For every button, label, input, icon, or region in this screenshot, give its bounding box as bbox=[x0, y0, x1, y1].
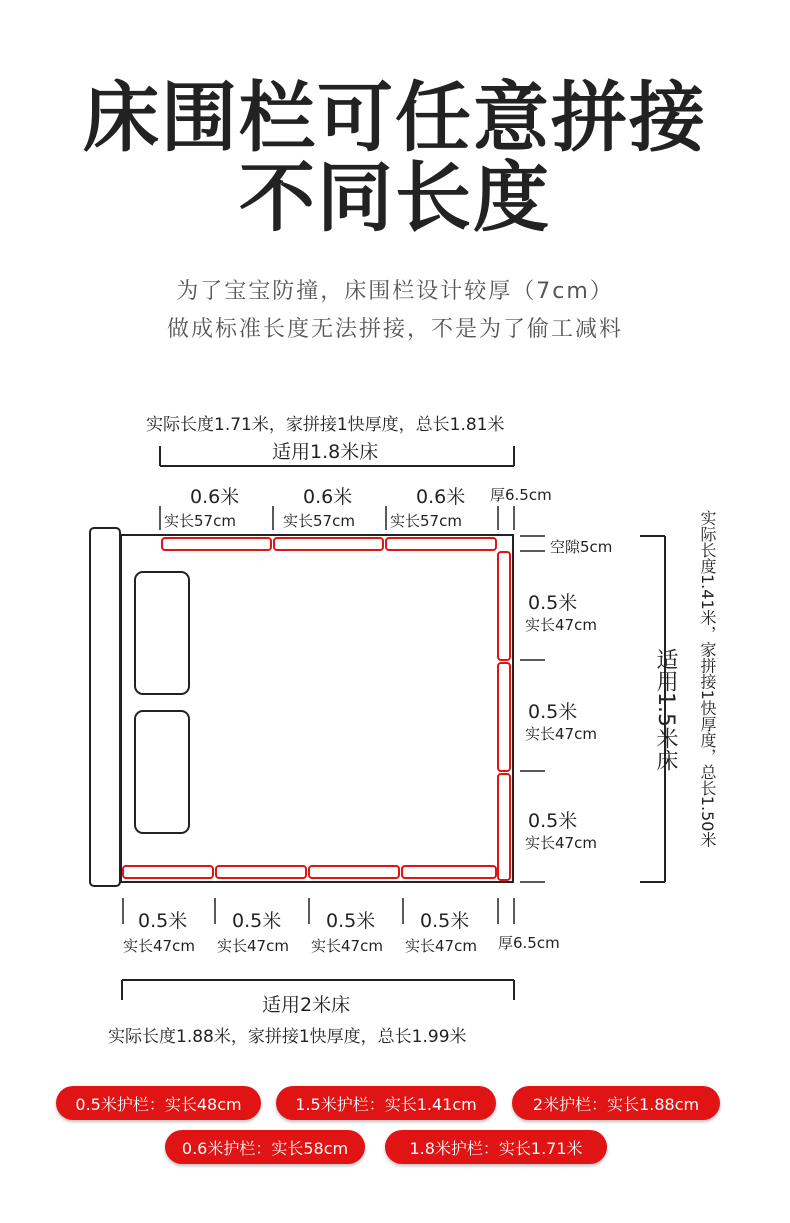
bottom-fit-label: 适用2米床 bbox=[262, 994, 351, 1016]
badge-1-5m-rail: 1.5米护栏：实长1.41cm bbox=[276, 1086, 496, 1120]
top-segment-3-actual: 实长57cm bbox=[390, 512, 462, 530]
badge-0-6m-rail: 0.6米护栏：实长58cm bbox=[165, 1130, 365, 1164]
bottom-segment-1-size: 0.5米 bbox=[138, 910, 188, 932]
right-segment-1-actual: 实长47cm bbox=[525, 616, 597, 634]
right-segment-1-size: 0.5米 bbox=[528, 592, 578, 614]
top-segment-3-size: 0.6米 bbox=[416, 486, 466, 508]
title-line-2: 不同长度 bbox=[239, 153, 551, 242]
top-segment-2-size: 0.6米 bbox=[303, 486, 353, 508]
top-segment-2-actual: 实长57cm bbox=[283, 512, 355, 530]
top-thickness: 厚6.5cm bbox=[490, 486, 552, 504]
right-segment-2-size: 0.5米 bbox=[528, 701, 578, 723]
right-segment-2-actual: 实长47cm bbox=[525, 725, 597, 743]
badge-2m-rail: 2米护栏：实长1.88cm bbox=[512, 1086, 720, 1120]
bottom-segment-3-size: 0.5米 bbox=[326, 910, 376, 932]
headboard bbox=[90, 528, 120, 886]
bottom-segment-3-actual: 实长47cm bbox=[311, 937, 383, 955]
rails-right bbox=[498, 552, 510, 880]
bottom-segment-2-size: 0.5米 bbox=[232, 910, 282, 932]
bottom-thickness: 厚6.5cm bbox=[498, 934, 560, 952]
right-fit-label: 适用1.5米床 bbox=[653, 648, 678, 771]
title-line-1: 床围栏可任意拼接 bbox=[83, 73, 707, 162]
right-segment-3-size: 0.5米 bbox=[528, 810, 578, 832]
right-actual-note: 实际长度1.41米，家拼接1快厚度，总长1.50米 bbox=[698, 510, 717, 848]
bottom-segment-4-actual: 实长47cm bbox=[405, 937, 477, 955]
rails-bottom bbox=[123, 866, 496, 878]
right-segment-3-actual: 实长47cm bbox=[525, 834, 597, 852]
pillow-bottom bbox=[135, 711, 189, 833]
badge-1-8m-rail: 1.8米护栏：实长1.71米 bbox=[385, 1130, 607, 1164]
bottom-segment-2-actual: 实长47cm bbox=[217, 937, 289, 955]
bottom-segment-1-actual: 实长47cm bbox=[123, 937, 195, 955]
description-line-2: 做成标准长度无法拼接，不是为了偷工减料 bbox=[166, 317, 623, 342]
pillow-top bbox=[135, 572, 189, 694]
top-fit-label: 适用1.8米床 bbox=[272, 441, 379, 463]
right-gap: 空隙5cm bbox=[550, 538, 613, 556]
rails-top bbox=[162, 538, 496, 550]
bottom-segment-4-size: 0.5米 bbox=[420, 910, 470, 932]
top-segment-1-actual: 实长57cm bbox=[164, 512, 236, 530]
description-line-1: 为了宝宝防撞，床围栏设计较厚（7cm） bbox=[176, 279, 614, 304]
badge-0-5m-rail: 0.5米护栏：实长48cm bbox=[56, 1086, 261, 1120]
top-actual-note: 实际长度1.71米，家拼接1快厚度，总长1.81米 bbox=[146, 415, 505, 435]
bottom-actual-note: 实际长度1.88米，家拼接1快厚度，总长1.99米 bbox=[108, 1027, 467, 1047]
top-segment-1-size: 0.6米 bbox=[190, 486, 240, 508]
